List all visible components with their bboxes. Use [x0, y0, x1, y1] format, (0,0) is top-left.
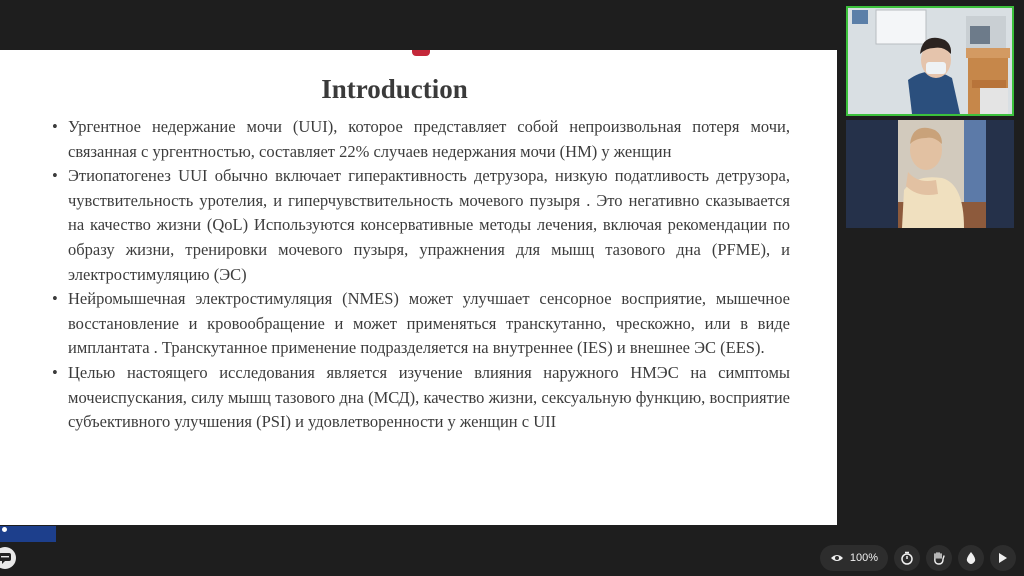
slide-bullet: • Целью настоящего исследования является изучение влияния наружного НМЭС на симптомы мочеиспускания, силу мышц тазового дна (МСД), качество жизни, сексуальную функцию, восприятие субъективного улучшения (PSI) и удовлетворенности у женщин с UII [52, 361, 790, 435]
participant-camera-feed [848, 8, 1012, 114]
arrow-icon [996, 551, 1010, 565]
slide-bullet-list [52, 115, 790, 435]
raise-hand-button[interactable] [926, 545, 952, 571]
participant-video-2[interactable] [846, 120, 1014, 228]
chat-icon [0, 551, 12, 565]
emblem-icon [2, 527, 7, 532]
slide-bullet: • Нейромышечная электростимуляция (NMES) может улучшает сенсорное восприятие, мышечное восстановление и кровообращение и может применяться транскутанно, чрескожно, или в виде имплантата . Транскутанное применение подразделяется на внутреннее (IES) и внешнее ЭС (EES). [52, 287, 790, 361]
meeting-controls [820, 545, 1016, 571]
eye-icon [830, 553, 844, 563]
arrow-button[interactable] [990, 545, 1016, 571]
theme-button[interactable] [958, 545, 984, 571]
raise-hand-icon [932, 551, 946, 565]
slide-bullet: • Этиопатогенез UUI обычно включает гиперактивность детрузора, низкую податливость детрузора, чувствительность уротелия, и гиперчувствительность мочевого пузыря . Это негативно сказывается на качество жизни (QoL) Используются консервативные методы лечения, включая рекомендации по образу жизни, тренировки мочевого пузыря, упражнения для мышц тазового дна (PFME), и электростимуляцию (ЭС) [52, 164, 790, 287]
timer-icon [900, 551, 914, 565]
participant-video-1[interactable] [846, 6, 1014, 116]
slide-marker [412, 50, 430, 56]
zoom-indicator[interactable] [820, 545, 888, 571]
participant-camera-feed [846, 120, 1014, 228]
timer-button[interactable] [894, 545, 920, 571]
slide-title: Introduction [321, 74, 468, 104]
chat-button[interactable] [0, 547, 16, 569]
university-logo [0, 526, 56, 542]
zoom-level: 100% [849, 552, 878, 564]
slide-bullet: • Ургентное недержание мочи (UUI), которое представляет собой непроизвольная потеря мочи, связанная с ургентностью, составляет 22% случаев недержания мочи (НМ) у женщин [52, 115, 790, 164]
drop-icon [964, 551, 978, 565]
